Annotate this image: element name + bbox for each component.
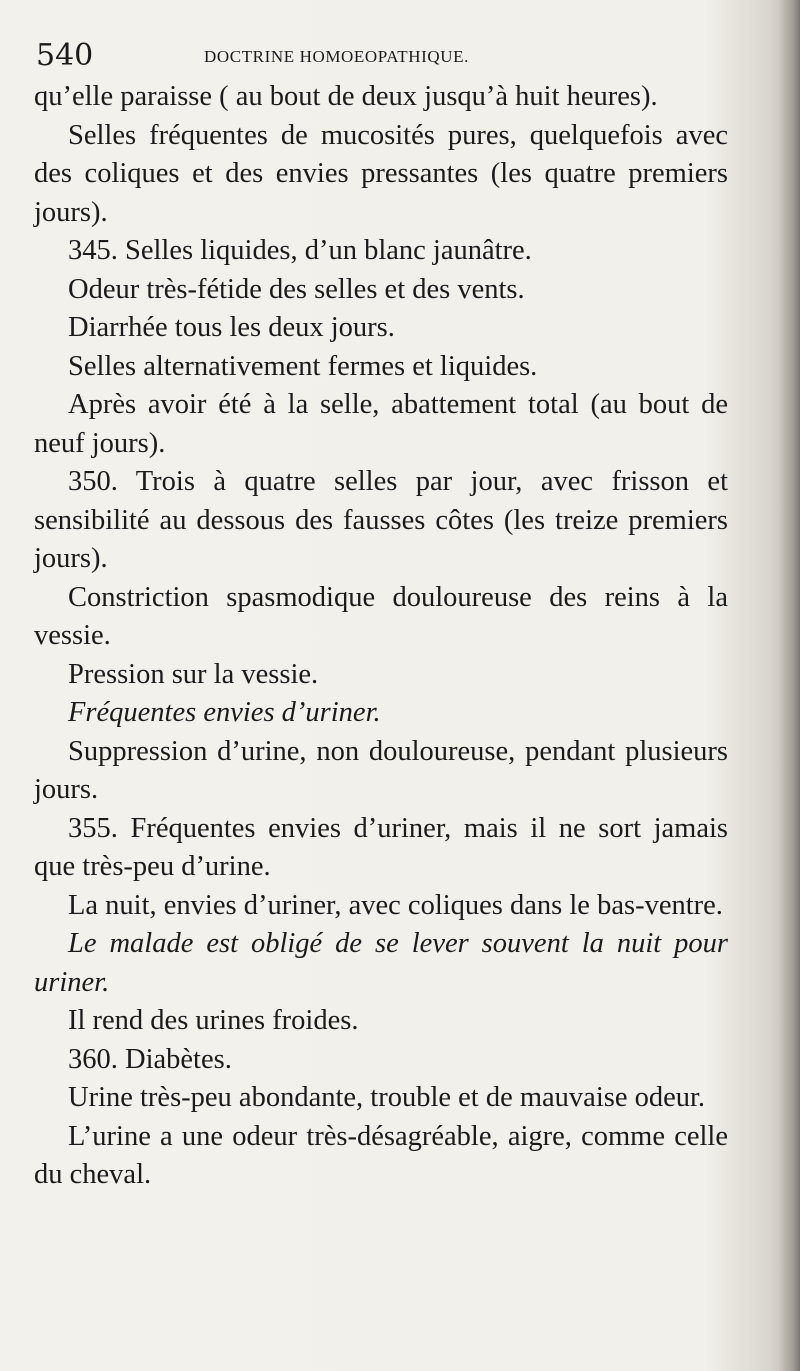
paragraph: Suppression d’urine, non douloureuse, pendant plusieurs jours. xyxy=(34,735,728,805)
page-header xyxy=(36,36,736,76)
paragraph: Selles fréquentes de mucosités pures, quelquefois avec des coliques et des envies pressantes (les quatre premiers jours). xyxy=(34,119,728,228)
page-number: 540 xyxy=(36,38,94,73)
paragraph: qu’elle paraisse ( au bout de deux jusqu’à huit heures). xyxy=(34,81,658,112)
paragraph: Il rend des urines froides. xyxy=(68,1005,359,1036)
page-body xyxy=(34,78,728,1195)
paragraph: Selles alternativement fermes et liquides. xyxy=(68,350,538,382)
paragraph: 345. Selles liquides, d’un blanc jaunâtre. xyxy=(68,235,532,266)
paragraph: Pression sur la vessie. xyxy=(68,658,319,690)
paragraph: Diarrhée tous les deux jours. xyxy=(68,312,395,343)
paragraph: 360. Diabètes. xyxy=(68,1043,232,1075)
paragraph: Odeur très-fétide des selles et des vents. xyxy=(68,273,525,305)
paragraph: 350. Trois à quatre selles par jour, avec frisson et sensibilité au dessous des fausses côtes (les treize premiers jours). xyxy=(34,466,728,574)
paragraph: Urine très-peu abondante, trouble et de mauvaise odeur. xyxy=(68,1082,706,1113)
paragraph: La nuit, envies d’uriner, avec coliques dans le bas-ventre. xyxy=(68,889,723,921)
paragraph: Constriction spasmodique douloureuse des reins à la vessie. xyxy=(34,581,728,651)
page-spine-shadow xyxy=(778,0,800,1371)
running-head: DOCTRINE HOMOEOPATHIQUE. xyxy=(204,47,469,66)
paragraph: 355. Fréquentes envies d’uriner, mais il ne sort jamais que très-peu d’urine. xyxy=(34,812,728,882)
paragraph-italic: Fréquentes envies d’uriner. xyxy=(68,697,381,728)
paragraph-italic: Le malade est obligé de se lever souvent la nuit pour uriner. xyxy=(34,928,728,998)
paragraph: Après avoir été à la selle, abattement total (au bout de neuf jours). xyxy=(34,389,728,459)
paragraph: L’urine a une odeur très-désagréable, aigre, comme celle du cheval. xyxy=(34,1120,728,1190)
